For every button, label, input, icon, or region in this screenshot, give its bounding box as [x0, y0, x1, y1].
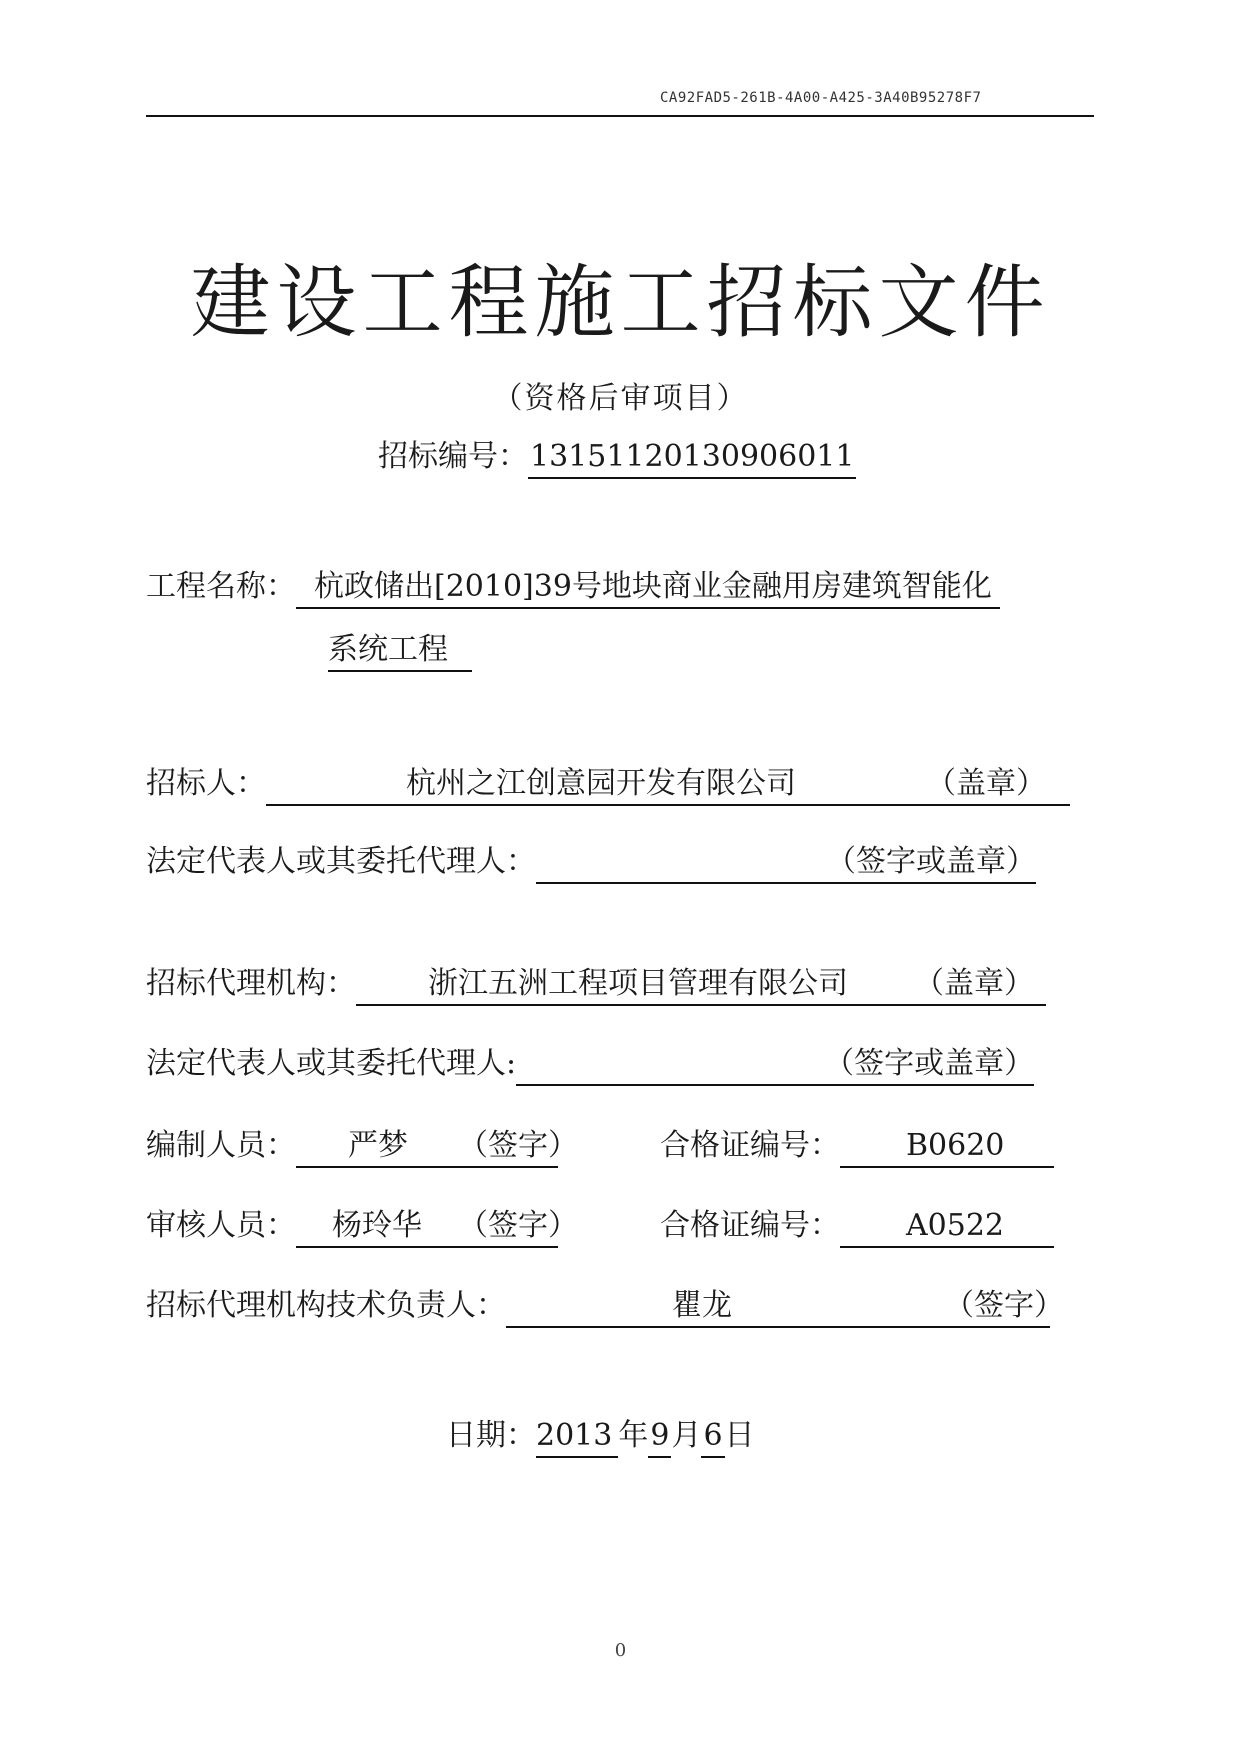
- reviewer-cert-row: [660, 1204, 1054, 1248]
- document-code: CA92FAD5-261B-4A00-A425-3A40B95278F7: [660, 90, 982, 106]
- reviewer-sign-note: （签字）: [458, 1208, 578, 1243]
- agency-seal-note: （盖章）: [914, 966, 1034, 1001]
- agency-representative-sign-note: （签字或盖章）: [824, 1046, 1035, 1081]
- agency-value: 浙江五洲工程项目管理有限公司: [428, 966, 848, 1001]
- technical-lead-label: 招标代理机构技术负责人：: [146, 1288, 506, 1323]
- tenderer-field: [266, 764, 1070, 806]
- date-year: 2013: [536, 1416, 618, 1458]
- compiler-cert-row: [660, 1124, 1054, 1168]
- tenderer-row: [146, 762, 1070, 806]
- tender-number-row: [378, 435, 856, 479]
- tenderer-representative-label: 法定代表人或其委托代理人：: [146, 844, 536, 879]
- compiler-field: [296, 1126, 578, 1168]
- technical-lead-field: [506, 1286, 1064, 1328]
- agency-field: [356, 964, 1046, 1006]
- date-day: 6: [701, 1416, 724, 1458]
- compiler-label: 编制人员：: [146, 1128, 296, 1163]
- tenderer-seal-note: （盖章）: [926, 766, 1046, 801]
- compiler-name: 严梦: [348, 1128, 408, 1163]
- reviewer-row: [146, 1204, 578, 1248]
- date-month: 9: [648, 1416, 671, 1458]
- compiler-sign-note: （签字）: [458, 1128, 578, 1163]
- compiler-row: [146, 1124, 578, 1168]
- agency-label: 招标代理机构：: [146, 966, 356, 1001]
- tender-number-value: 13151120130906011: [528, 437, 856, 479]
- project-name-label: 工程名称：: [146, 569, 296, 604]
- agency-representative-row: [146, 1042, 1034, 1086]
- compiler-cert-label: 合格证编号：: [660, 1128, 840, 1163]
- reviewer-label: 审核人员：: [146, 1208, 296, 1243]
- agency-representative-label: 法定代表人或其委托代理人:: [146, 1046, 517, 1081]
- page-number: 0: [614, 1640, 627, 1661]
- technical-lead-name: 瞿龙: [672, 1288, 732, 1323]
- header-divider: [146, 115, 1094, 117]
- tenderer-label: 招标人：: [146, 766, 266, 801]
- tenderer-representative-field: [536, 842, 1036, 884]
- project-name-line1: 杭政储出[2010]39号地块商业金融用房建筑智能化: [296, 567, 1000, 609]
- agency-row: [146, 962, 1046, 1006]
- compiler-cert-value: B0620: [906, 1128, 1005, 1163]
- date-day-unit: 日: [724, 1418, 755, 1453]
- project-name-row: [146, 565, 1000, 609]
- reviewer-cert-label: 合格证编号：: [660, 1208, 840, 1243]
- technical-lead-sign-note: （签字）: [944, 1288, 1064, 1323]
- tender-number-label: 招标编号：: [378, 439, 528, 474]
- project-name-row-2: [328, 628, 472, 672]
- tenderer-value: 杭州之江创意园开发有限公司: [406, 766, 796, 801]
- reviewer-name: 杨玲华: [332, 1208, 422, 1243]
- tenderer-representative-sign-note: （签字或盖章）: [826, 844, 1036, 879]
- date-row: [446, 1414, 755, 1458]
- date-month-unit: 月: [671, 1418, 702, 1453]
- document-subtitle: （资格后审项目）: [492, 381, 749, 416]
- document-title: 建设工程施工招标文件: [190, 256, 1051, 349]
- project-name-line2: 系统工程: [328, 630, 472, 672]
- compiler-cert-field: [840, 1126, 1054, 1168]
- date-year-unit: 年: [618, 1418, 649, 1453]
- tenderer-representative-row: [146, 840, 1036, 884]
- reviewer-cert-value: A0522: [906, 1208, 1005, 1243]
- technical-lead-row: [146, 1284, 1064, 1328]
- reviewer-cert-field: [840, 1206, 1054, 1248]
- agency-representative-field: [516, 1044, 1034, 1086]
- reviewer-field: [296, 1206, 578, 1248]
- date-label: 日期：: [446, 1418, 536, 1453]
